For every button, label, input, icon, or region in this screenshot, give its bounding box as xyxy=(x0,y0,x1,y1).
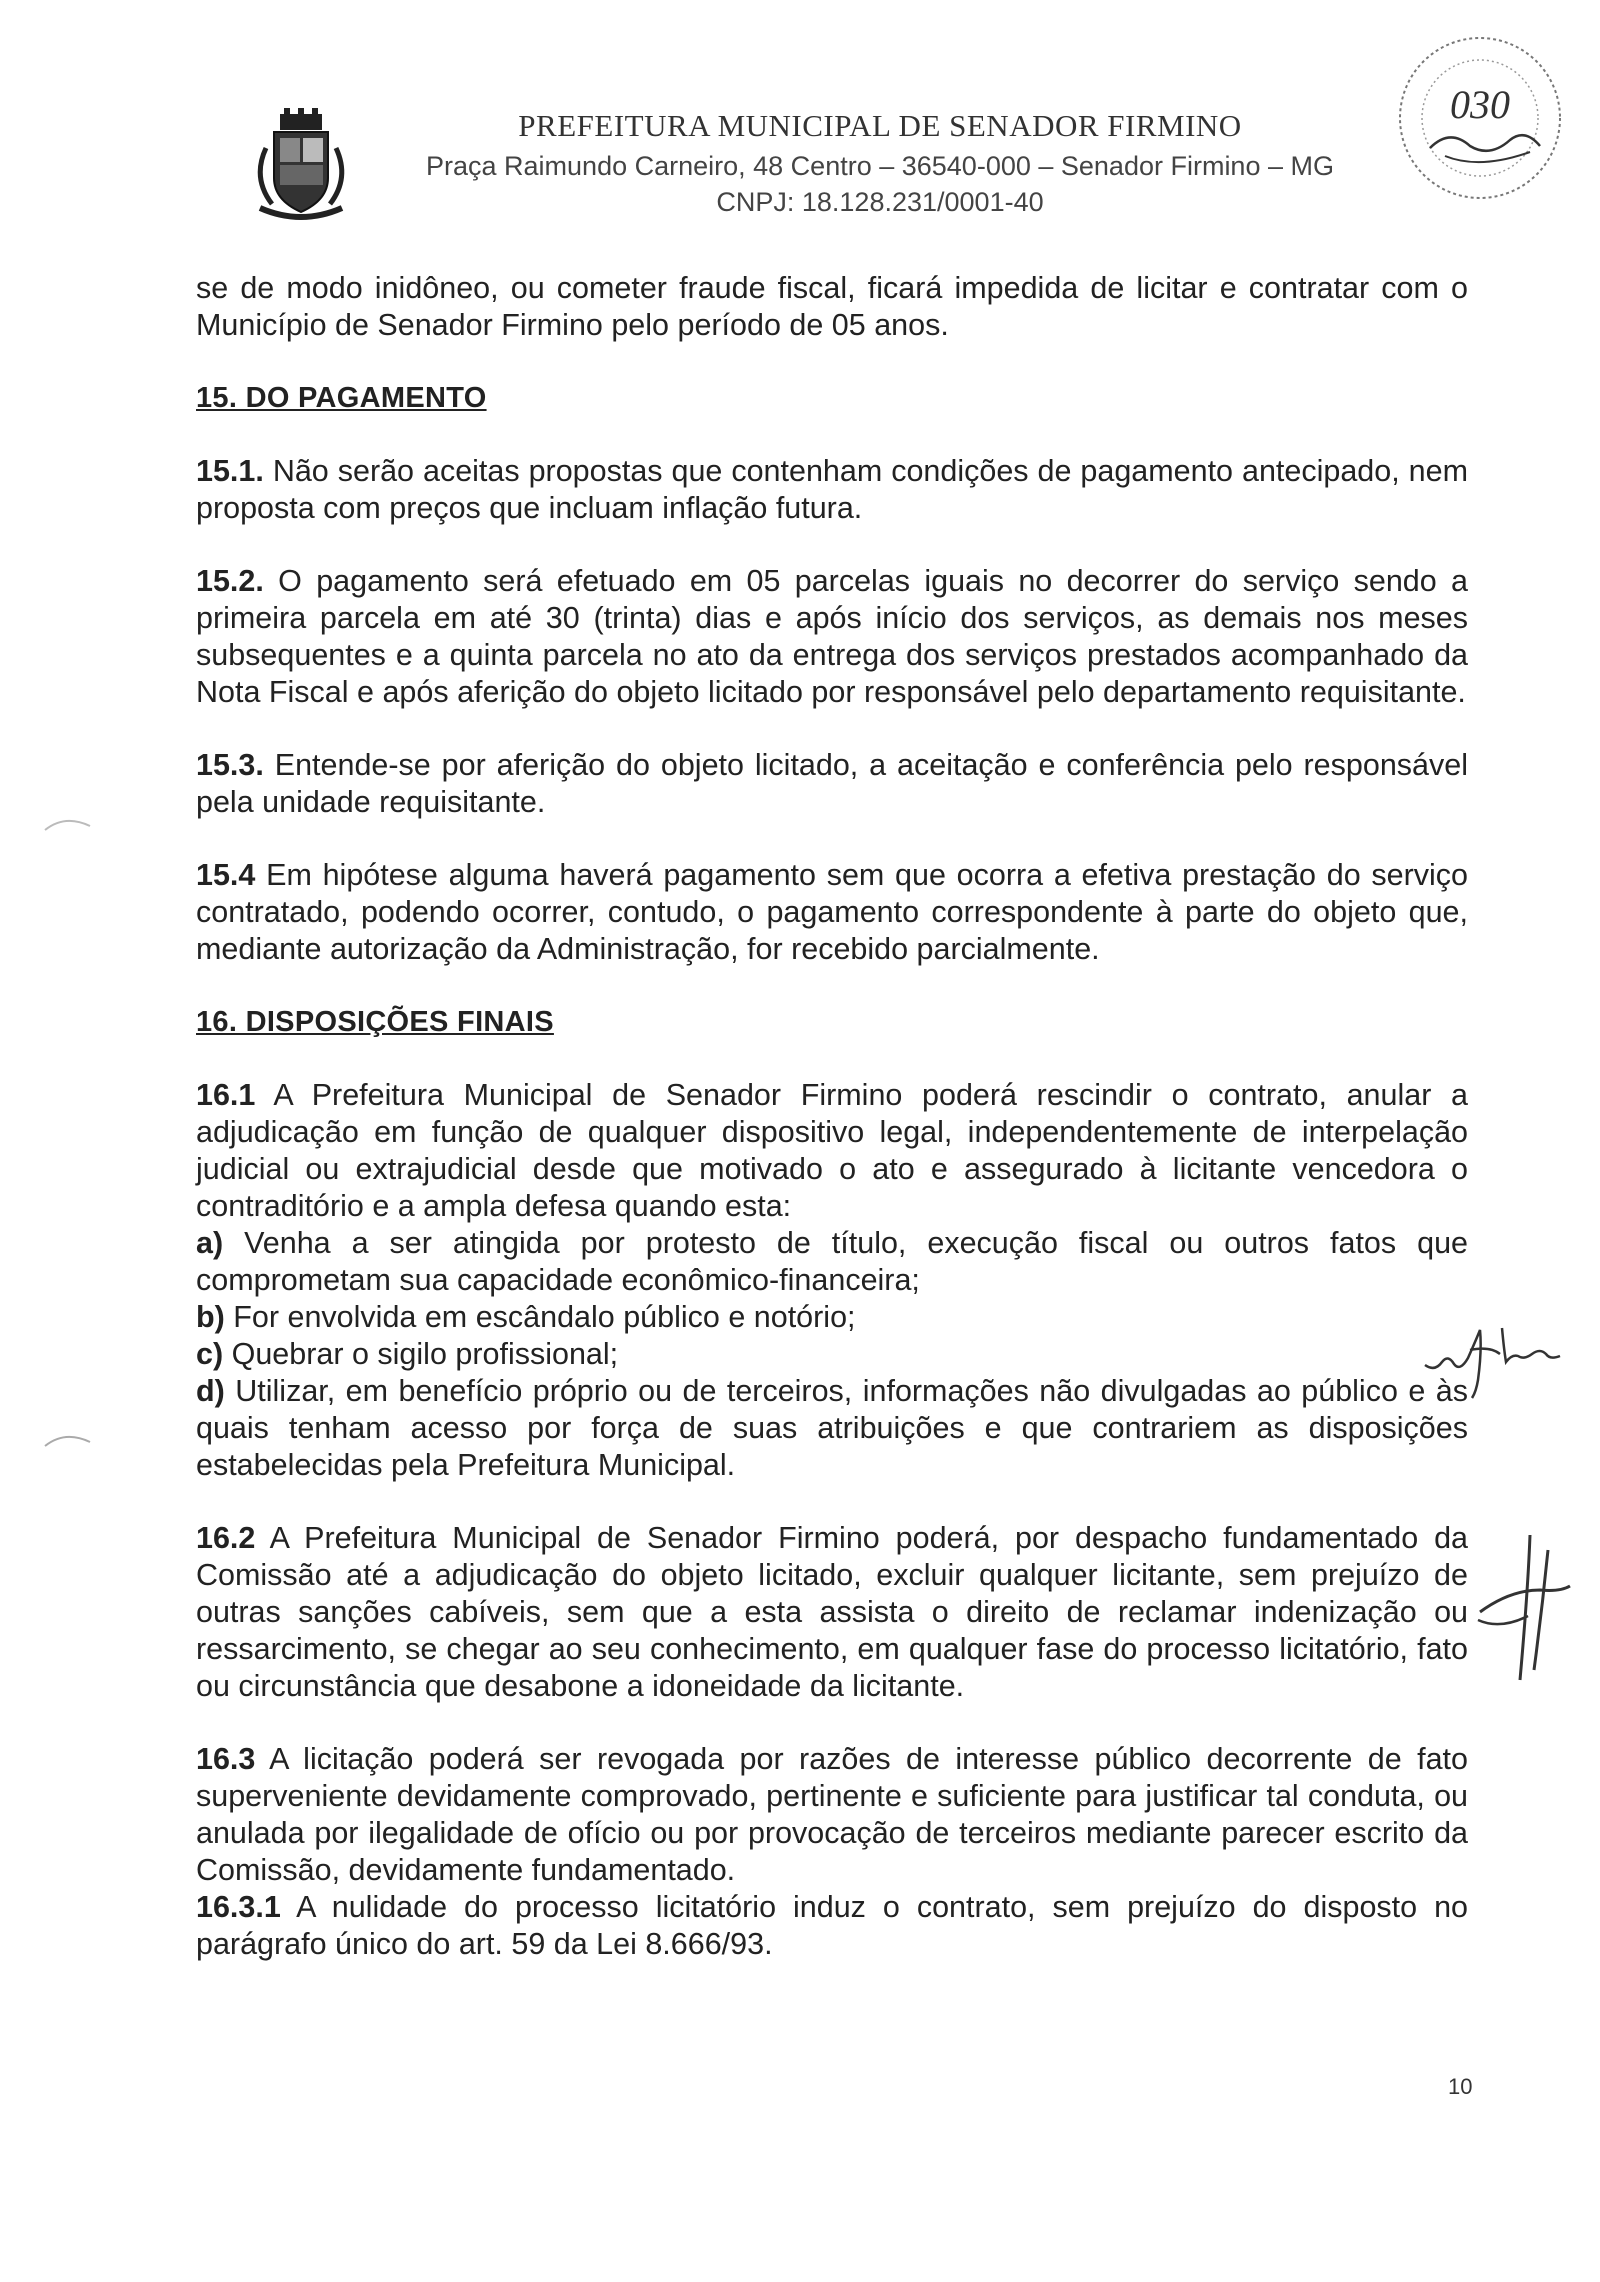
clause-number: 16.3 xyxy=(196,1742,256,1776)
commission-stamp-icon xyxy=(1390,28,1570,208)
initials-signature-icon xyxy=(1420,1310,1570,1400)
clause-text: Entende-se por aferição do objeto licitado, a aceitação e conferência pelo responsável pela unidade requisitante. xyxy=(196,748,1468,819)
clause-16-3 xyxy=(196,1741,1468,1889)
subitem-text: For envolvida em escândalo público e notório; xyxy=(233,1300,856,1334)
subitem-d xyxy=(196,1373,1468,1484)
clause-number: 15.3. xyxy=(196,748,264,782)
clause-number: 15.1. xyxy=(196,454,264,488)
clause-16-1 xyxy=(196,1077,1468,1225)
clause-15-2 xyxy=(196,563,1468,711)
clause-number: 16.2 xyxy=(196,1521,256,1555)
subitem-a xyxy=(196,1225,1468,1299)
scan-mark-icon xyxy=(40,810,100,840)
clause-text: O pagamento será efetuado em 05 parcelas iguais no decorrer do serviço sendo a primeira parcela em até 30 (trinta) dias e após início dos serviços, as demais nos meses subsequentes e a quinta parcela no ato da entrega dos serviços prestados acompanhado da Nota Fiscal e após aferição do objeto licitado por responsável pelo departamento requisitante. xyxy=(196,564,1469,709)
subitem-text: Utilizar, em benefício próprio ou de terceiros, informações não divulgadas ao público e às quais tenham acesso por força de suas atribuições e que contrariem as disposições estabelecidas pela Prefeitura Municipal. xyxy=(196,1374,1468,1482)
letterhead-cnpj: CNPJ: 18.128.231/0001-40 xyxy=(716,187,1044,217)
clause-16-3-1 xyxy=(196,1889,1468,1963)
clause-number: 15.2. xyxy=(196,564,264,598)
clause-text: A Prefeitura Municipal de Senador Firmino poderá, por despacho fundamentado da Comissão até a adjudicação do objeto licitado, excluir qualquer licitante, sem prejuízo de outras sanções cabíveis, sem que a esta assista o direito de reclamar indenização ou ressarcimento, se chegar ao seu conhecimento, em qualquer fase do processo licitatório, fato ou circunstância que desabone a idoneidade da licitante. xyxy=(196,1521,1468,1703)
subitem-b xyxy=(196,1299,1468,1336)
section-16-heading: 16. DISPOSIÇÕES FINAIS xyxy=(196,1006,554,1038)
clause-text: A licitação poderá ser revogada por razões de interesse público decorrente de fato superveniente devidamente comprovado, pertinente e suficiente para justificar tal conduta, ou anulada por ilegalidade de ofício ou por provocação de terceiros mediante parecer escrito da Comissão, devidamente fundamentado. xyxy=(196,1742,1468,1887)
clause-text: Em hipótese alguma haverá pagamento sem que ocorra a efetiva prestação do serviço contratado, podendo ocorrer, contudo, o pagamento correspondente à parte do objeto que, mediante autorização da Administração, for recebido parcialmente. xyxy=(196,858,1469,966)
subitem-text: Venha a ser atingida por protesto de título, execução fiscal ou outros fatos que comprometam sua capacidade econômico-financeira; xyxy=(196,1226,1468,1297)
page-number: 10 xyxy=(1448,2074,1473,2099)
letterhead xyxy=(380,108,1380,220)
clause-text: Não serão aceitas propostas que contenham condições de pagamento antecipado, nem proposta com preços que incluam inflação futura. xyxy=(196,454,1468,525)
section-15-heading: 15. DO PAGAMENTO xyxy=(196,382,487,414)
clause-text: A nulidade do processo licitatório induz o contrato, sem prejuízo do disposto no parágrafo único do art. 59 da Lei 8.666/93. xyxy=(196,1890,1468,1961)
clause-number: 16.1 xyxy=(196,1078,256,1112)
clause-15-1 xyxy=(196,453,1468,527)
rubric-signature-icon xyxy=(1470,1530,1580,1690)
clause-16-2 xyxy=(196,1520,1468,1705)
subitem-letter: c) xyxy=(196,1337,224,1371)
clause-15-4 xyxy=(196,857,1468,968)
subitem-text: Quebrar o sigilo profissional; xyxy=(231,1337,619,1371)
municipal-crest-icon xyxy=(246,108,356,230)
intro-paragraph: se de modo inidôneo, ou cometer fraude fiscal, ficará impedida de licitar e contratar com o Município de Senador Firmino pelo período de 05 anos. xyxy=(196,271,1468,342)
clause-number: 15.4 xyxy=(196,858,256,892)
document-body xyxy=(196,270,1468,1963)
clause-15-3 xyxy=(196,747,1468,821)
scan-mark-icon xyxy=(40,1426,100,1456)
subitem-letter: a) xyxy=(196,1226,224,1260)
stamp-number: 030 xyxy=(1450,82,1510,127)
subitem-letter: d) xyxy=(196,1374,225,1408)
letterhead-address: Praça Raimundo Carneiro, 48 Centro – 36540-000 – Senador Firmino – MG xyxy=(426,151,1334,181)
letterhead-title: PREFEITURA MUNICIPAL DE SENADOR FIRMINO xyxy=(518,108,1242,143)
subitem-letter: b) xyxy=(196,1300,225,1334)
clause-number: 16.3.1 xyxy=(196,1890,281,1924)
subitem-c xyxy=(196,1336,1468,1373)
clause-text: A Prefeitura Municipal de Senador Firmino poderá rescindir o contrato, anular a adjudicação em função de qualquer dispositivo legal, independentemente de interpelação judicial ou extrajudicial desde que motivado o ato e assegurado à licitante vencedora o contraditório e a ampla defesa quando esta: xyxy=(196,1078,1468,1223)
